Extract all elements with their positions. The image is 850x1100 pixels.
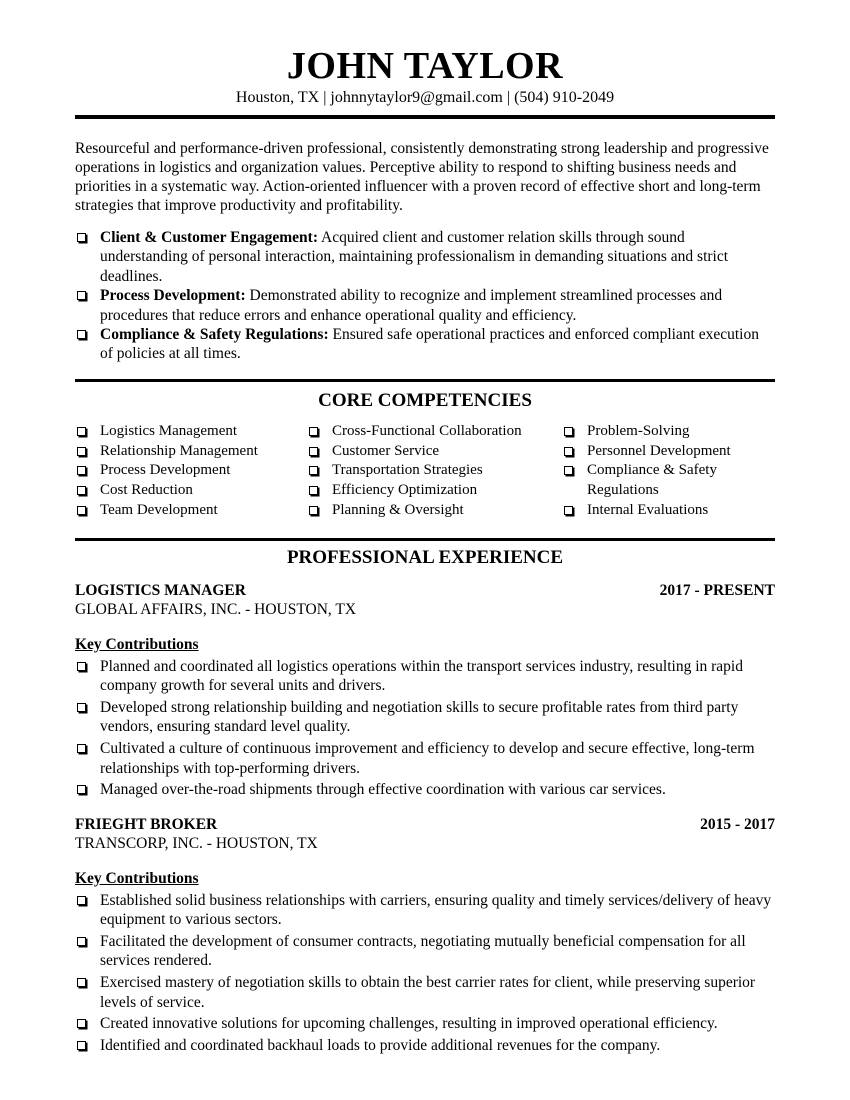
- checkbox-bullet-icon: [77, 1041, 86, 1050]
- checkbox-bullet-icon: [77, 937, 86, 946]
- checkbox-bullet-icon: [564, 447, 573, 456]
- contribution-item: [75, 657, 775, 696]
- competency-label: Compliance & Safety Regulations: [587, 462, 717, 499]
- contribution-item: [75, 698, 775, 737]
- contribution-text: Cultivated a culture of continuous improvement and efficiency to develop and secure effective, long-term relationships with top-performing drivers.: [100, 740, 755, 777]
- competencies-column: [307, 422, 562, 521]
- checkbox-bullet-icon: [309, 466, 318, 475]
- highlight-text: Acquired client and customer relation skills through sound understanding of personal interaction, maintaining professionalism in demanding situations and strict deadlines.: [100, 229, 729, 285]
- highlight-text: Ensured safe operational practices and enforced compliant execution of policies at all times.: [100, 326, 759, 363]
- competency-label: Planning & Oversight: [332, 502, 464, 519]
- checkbox-bullet-icon: [564, 506, 573, 515]
- checkbox-bullet-icon: [564, 427, 573, 436]
- competency-label: Relationship Management: [100, 442, 258, 459]
- competency-label: Team Development: [100, 502, 218, 519]
- job-title: LOGISTICS MANAGER: [75, 581, 246, 599]
- contact-line: Houston, TX | johnnytaylor9@gmail.com | (504) 910-2049: [235, 89, 615, 106]
- candidate-name: JOHN TAYLOR: [286, 45, 564, 87]
- competency-label: Customer Service: [332, 442, 440, 459]
- job-entry: [75, 581, 775, 800]
- competency-item: [75, 422, 307, 442]
- section-title-competencies: CORE COMPETENCIES: [318, 389, 532, 411]
- highlight-item: [75, 286, 775, 325]
- checkbox-bullet-icon: [77, 1019, 86, 1028]
- contribution-text: Managed over-the-road shipments through effective coordination with various car services.: [100, 781, 666, 799]
- key-contributions-heading: Key Contributions: [75, 635, 199, 653]
- highlight-item: [75, 325, 775, 364]
- competency-label: Transportation Strategies: [332, 462, 483, 479]
- checkbox-bullet-icon: [309, 486, 318, 495]
- core-competencies-section: [75, 379, 775, 521]
- summary-paragraph: Resourceful and performance-driven professional, consistently demonstrating strong leadership and progressive operations in logistics and organization values. Perceptive ability to respond to shifting business needs and priorities in a systematic way. Action-oriented influencer with a proven record of effective short and long-term strategies that improve productivity and profitability.: [75, 140, 769, 214]
- checkbox-bullet-icon: [77, 466, 86, 475]
- checkbox-bullet-icon: [77, 978, 86, 987]
- contribution-text: Created innovative solutions for upcoming challenges, resulting in improved operational efficiency.: [100, 1015, 718, 1033]
- professional-experience-section: [75, 538, 775, 1056]
- highlight-text: Demonstrated ability to recognize and implement streamlined processes and procedures that reduce errors and enhance operational quality and efficiency.: [100, 287, 723, 324]
- contribution-item: [75, 739, 775, 778]
- competency-item: [307, 481, 562, 501]
- checkbox-bullet-icon: [309, 427, 318, 436]
- company-location: TRANSCORP, INC. - HOUSTON, TX: [75, 834, 318, 852]
- competency-item: [562, 442, 762, 462]
- contribution-text: Facilitated the development of consumer contracts, negotiating mutually beneficial compensation for all services rendered.: [100, 933, 746, 970]
- job-title: FRIEGHT BROKER: [75, 815, 218, 833]
- checkbox-bullet-icon: [77, 330, 86, 339]
- contribution-item: [75, 973, 775, 1012]
- competency-label: Internal Evaluations: [587, 502, 709, 519]
- competency-label: Personnel Development: [587, 442, 731, 459]
- contribution-text: Developed strong relationship building and negotiation skills to secure profitable rates from third party vendors, ensuring standard level quality.: [100, 699, 739, 736]
- contribution-item: [75, 1036, 775, 1055]
- checkbox-bullet-icon: [77, 703, 86, 712]
- competency-item: [562, 461, 737, 501]
- checkbox-bullet-icon: [77, 427, 86, 436]
- highlight-title: Compliance & Safety Regulations:: [100, 326, 329, 344]
- section-title-experience: PROFESSIONAL EXPERIENCE: [286, 546, 564, 568]
- contribution-item: [75, 932, 775, 971]
- competency-item: [75, 501, 307, 521]
- competency-item: [307, 422, 562, 442]
- competency-label: Problem-Solving: [587, 422, 690, 439]
- competency-label: Cost Reduction: [100, 482, 193, 499]
- highlight-title: Client & Customer Engagement:: [100, 229, 318, 246]
- contributions-list: [75, 891, 775, 1056]
- checkbox-bullet-icon: [77, 486, 86, 495]
- checkbox-bullet-icon: [77, 506, 86, 515]
- contribution-item: [75, 891, 775, 930]
- checkbox-bullet-icon: [77, 785, 86, 794]
- checkbox-bullet-icon: [77, 744, 86, 753]
- company-location: GLOBAL AFFAIRS, INC. - HOUSTON, TX: [75, 600, 357, 618]
- contribution-item: [75, 1014, 775, 1033]
- highlight-title: Process Development:: [100, 287, 246, 305]
- contribution-text: Identified and coordinated backhaul loads to provide additional revenues for the company.: [100, 1037, 661, 1055]
- competency-item: [75, 481, 307, 501]
- competency-item: [307, 442, 562, 462]
- competency-label: Logistics Management: [100, 422, 238, 439]
- checkbox-bullet-icon: [77, 233, 86, 242]
- competency-item: [562, 422, 762, 442]
- contributions-list: [75, 657, 775, 800]
- competency-label: Efficiency Optimization: [332, 482, 478, 499]
- competencies-column: [562, 422, 762, 521]
- job-entry: [75, 815, 775, 1056]
- contribution-text: Planned and coordinated all logistics operations within the transport services industry, resulting in rapid company growth for several units and drivers.: [100, 657, 743, 695]
- highlights-list: [75, 228, 775, 364]
- checkbox-bullet-icon: [77, 447, 86, 456]
- checkbox-bullet-icon: [77, 662, 86, 671]
- competencies-column: [75, 422, 307, 521]
- header-divider: [75, 115, 775, 119]
- competencies-grid: [75, 422, 775, 521]
- competency-label: Cross-Functional Collaboration: [332, 422, 522, 439]
- contribution-item: [75, 780, 775, 799]
- competency-item: [307, 461, 562, 481]
- competency-item: [75, 442, 307, 462]
- highlight-item: [75, 228, 775, 286]
- checkbox-bullet-icon: [309, 447, 318, 456]
- contribution-text: Exercised mastery of negotiation skills to obtain the best carrier rates for client, while preserving superior levels of service.: [100, 974, 756, 1011]
- competency-item: [562, 501, 762, 521]
- job-dates: 2015 - 2017: [700, 815, 775, 833]
- checkbox-bullet-icon: [564, 466, 573, 475]
- competency-item: [307, 501, 562, 521]
- checkbox-bullet-icon: [309, 506, 318, 515]
- competency-item: [75, 461, 307, 481]
- contribution-text: Established solid business relationships with carriers, ensuring quality and timely services/delivery of heavy equipment to various sectors.: [100, 891, 772, 929]
- checkbox-bullet-icon: [77, 291, 86, 300]
- key-contributions-heading: Key Contributions: [75, 869, 199, 887]
- job-dates: 2017 - PRESENT: [659, 581, 775, 599]
- checkbox-bullet-icon: [77, 896, 86, 905]
- competency-label: Process Development: [100, 462, 231, 479]
